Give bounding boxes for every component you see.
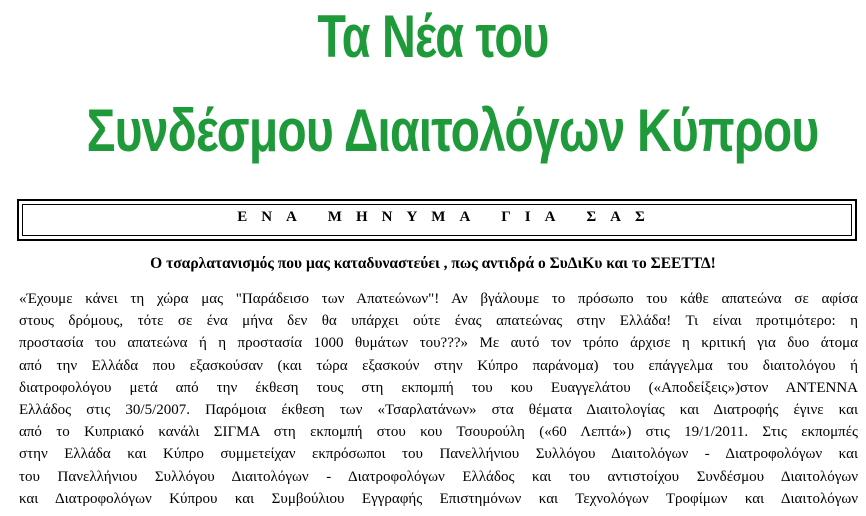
article-body-line: από την Ελλάδα που εξασκούσαν (και τώρα εξασκούν στην Κύπρο παράνομα) του επάγγελμα του διαιτολόγου ή (19, 357, 858, 374)
article-body (19, 288, 858, 510)
article-body-line: «Έχουμε κάνει τη χώρα μας "Παράδεισο των Απατεώνων"! Αν βγάλουμε το πρόσωπο του κάθε απατεώνα σε αφίσα (19, 291, 858, 307)
masthead-title-line-2: Συνδέσμου Διαιτολόγων Κύπρου (86, 97, 819, 164)
article-body-line: στην Ελλάδα και Κύπρο συμμετείχαν εκπρόσωποι του Πανελλήνιου Συλλόγου Διαιτολόγων - Διατροφολόγων και (19, 446, 858, 463)
article-body-line: Ελλάδος στις 30/5/2007. Παρόμοια έκθεση των «Τσαρλατάνων» στα θέματα Διαιτολογίας και Διατροφής έγινε και (19, 401, 858, 418)
message-banner (17, 199, 857, 241)
article-body-line: διατροφολόγου μετά από την έκθεση τους στη εκπομπή του κου Ευαγγελάτου («Αποδείξεις»)στον ΑΝΤΕΝΝΑ (19, 379, 858, 396)
article-body-line: στους δρόμους, τότε σε ένα μήνα δεν θα υπάρχει ούτε ένας απατεώνας στην Ελλάδα! Τι είναι προτιμότερο: η (19, 313, 858, 330)
article-body-line: και Διατροφολόγων Κύπρου και Συμβούλιου Εγγραφής Επιστημόνων και Τεχνολόγων Τροφίμων και Διαιτολόγων (19, 490, 858, 507)
article-subtitle: Ο τσαρλατανισμός που μας καταδυναστεύει , πως αντιδρά ο ΣυΔιΚυ και το ΣΕΕΤΤΔ! (150, 255, 716, 272)
article-body-line: από το Κυπριακό κανάλι ΣΙΓΜΑ στη εκπομπή στου κου Τσουρούλη («60 Λεπτά») στις 19/1/2011. Στις εκπομπές (19, 424, 858, 441)
masthead-title-line-1: Τα Νέα του (317, 3, 549, 70)
article-body-line: προστασία του απατεώνα ή η προστασία 1000 θυμάτων του???» Με αυτό τον τρόπο άρχισε η κριτική για δυο άτομα (19, 335, 858, 352)
masthead (0, 0, 866, 192)
article-body-line: του Πανελλήνιου Συλλόγου Διαιτολόγων - Διατροφολόγων Ελλάδος και του αντιστοίχου Συνδέσμου Διαιτολόγων (19, 468, 858, 485)
message-banner-text: ΕΝΑ ΜΗΝΥΜΑ ΓΙΑ ΣΑΣ (237, 209, 659, 225)
